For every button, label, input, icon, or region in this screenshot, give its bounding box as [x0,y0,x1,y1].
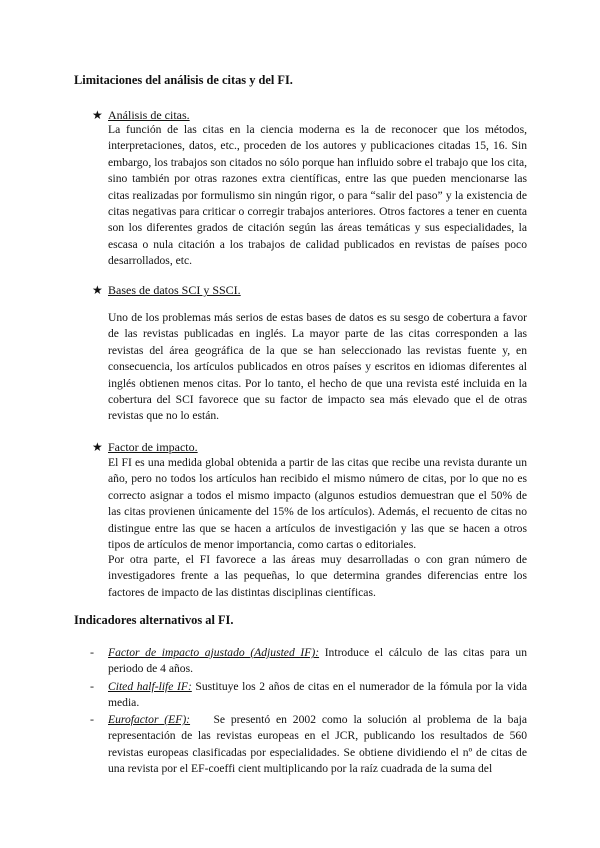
star-bullet-icon: ★ [92,283,103,297]
list-item-eurofactor [108,712,530,778]
bullet-title: Factor de impacto. [108,440,198,454]
bullet-title: Análisis de citas. [108,108,190,122]
item-text: Sustituye los 2 años de citas en el numerador de la fómula por la vida media. [108,680,527,710]
item-term: Cited half-life IF: [108,680,192,693]
bullet-factor-de-impacto [92,438,198,456]
bullet-title: Bases de datos SCI y SSCI. [108,283,241,297]
dash-bullet: - [90,645,94,659]
paragraph-bases-de-datos: Uno de los problemas más serios de estas bases de datos es su sesgo de cobertura a favor de las revistas publicadas en inglés. La mayor parte de las citas corresponden a las revistas del área geográfica de la que se han seleccionado las revistas fuente y, en consecuencia, los artículos publicados en otros países y escritos en idiomas diferentes al inglés obtienen menos citas. Por lo tanto, el hecho de que una revista esté incluida en la cobertura del SCI favorece que su factor de impacto sea más elevado que el de otras revistas que no lo están. [108,311,527,423]
list-item-cited-half-life [108,679,527,712]
item-term: Eurofactor (EF): [108,713,191,726]
paragraph-factor-de-impacto: El FI es una medida global obtenida a partir de las citas que recibe una revista durante un año, pero no todos los artículos han recibido el mismo número de citas, por lo que no es correcto asignar a todos el mismo impacto (algunos estudios demuestran que el 50% de las citas provienen únicamente del 15% de los artículos). Además, el recuento de citas no distingue entre las que se hacen a artículos de investigación y las que se hacen a otros tipos de artículos de menor importancia, como cartas o editoriales. [108,456,527,552]
bullet-bases-de-datos [92,281,241,299]
paragraph-factor-de-impacto-2: Por otra parte, el FI favorece a las áreas muy desarrolladas o con gran número de investigadores frente a las pequeñas, lo que determina grandes diferencias entre los factores de impacto de las distintas disciplinas científicas. [108,553,527,599]
dash-bullet: - [90,712,94,726]
list-item-adjusted-if [108,645,527,678]
dash-bullet: - [90,679,94,693]
paragraph-analisis-de-citas: La función de las citas en la ciencia moderna es la de reconocer que los métodos, interpretaciones, datos, etc., proceden de los autores y publicaciones citadas 15, 16. Sin embargo, los trabajos son citados no sólo porque han influido sobre el trabajo que los cita, sino también por otras razones extra científicas, entre las que pueden mencionarse las citas realizadas por formulismo sin ningún rigor, o para “salir del paso” y la existencia de citas negativas para criticar o corregir trabajos anteriores. Otros factores a tener en cuenta son los diferentes grados de citación según las áreas temáticas y sus especialidades, la escasa o nula citación a los trabajos de calidad publicados en revistas de países poco desarrollados, etc. [108,123,527,268]
section-heading-limitations: Limitaciones del análisis de citas y del FI. [74,73,293,87]
item-term: Factor de impacto ajustado (Adjusted IF): [108,646,320,659]
star-bullet-icon: ★ [92,108,103,122]
section-heading-alternativos: Indicadores alternativos al FI. [74,613,234,627]
star-bullet-icon: ★ [92,440,103,454]
item-text: Introduce el cálculo de las citas para un periodo de 4 años. [108,646,527,676]
item-text: Se presentó en 2002 como la solución al problema de la baja representación de las revistas europeas en el JCR, publicando los resultados de 560 revistas europeas clasificadas por especialidades. Se obtiene dividiendo el nº de citas de una revista por el EF-coeffi cient multiplicando por la raíz cuadrada de la suma del [108,713,530,776]
